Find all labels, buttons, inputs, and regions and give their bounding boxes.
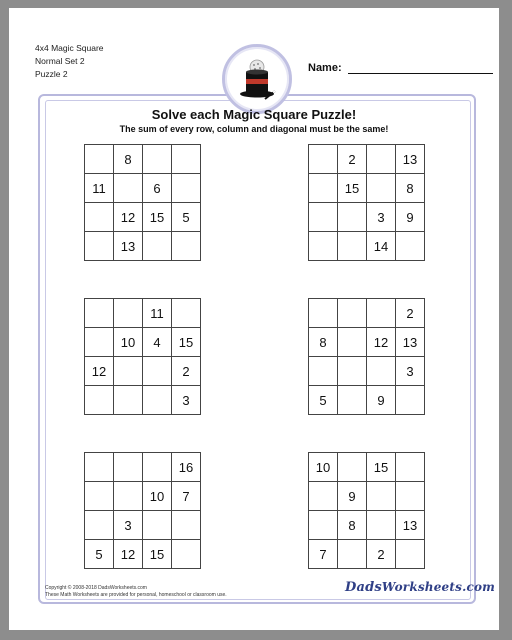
square-cell[interactable]: 8 xyxy=(114,145,143,174)
square-cell[interactable] xyxy=(85,511,114,540)
square-cell[interactable]: 4 xyxy=(143,328,172,357)
square-cell[interactable]: 11 xyxy=(143,299,172,328)
square-cell[interactable]: 5 xyxy=(309,386,338,415)
logo-dads: Dads xyxy=(345,580,382,595)
square-cell[interactable] xyxy=(85,386,114,415)
magic-square-2 xyxy=(308,144,425,261)
square-cell[interactable] xyxy=(338,540,367,569)
square-cell[interactable] xyxy=(309,203,338,232)
worksheet-set: Normal Set 2 xyxy=(35,56,85,66)
square-cell[interactable] xyxy=(114,482,143,511)
square-cell[interactable] xyxy=(396,232,425,261)
worksheet-title: 4x4 Magic Square xyxy=(35,43,104,53)
square-cell[interactable]: 10 xyxy=(309,453,338,482)
square-cell[interactable] xyxy=(85,453,114,482)
square-cell[interactable]: 8 xyxy=(338,511,367,540)
magic-square-4 xyxy=(308,298,425,415)
square-cell[interactable]: 2 xyxy=(338,145,367,174)
square-cell[interactable] xyxy=(143,386,172,415)
worksheet-page xyxy=(9,8,499,630)
square-cell[interactable] xyxy=(338,328,367,357)
square-cell[interactable]: 13 xyxy=(396,511,425,540)
square-cell[interactable] xyxy=(367,174,396,203)
square-cell[interactable] xyxy=(338,357,367,386)
square-cell[interactable]: 3 xyxy=(396,357,425,386)
square-cell[interactable] xyxy=(309,482,338,511)
name-label: Name: xyxy=(308,62,342,74)
square-cell[interactable]: 14 xyxy=(367,232,396,261)
square-cell[interactable] xyxy=(338,203,367,232)
square-cell[interactable]: 12 xyxy=(85,357,114,386)
square-cell[interactable]: 5 xyxy=(172,203,201,232)
square-cell[interactable] xyxy=(143,145,172,174)
square-cell[interactable] xyxy=(367,145,396,174)
square-cell[interactable]: 3 xyxy=(367,203,396,232)
square-cell[interactable] xyxy=(172,174,201,203)
square-cell[interactable] xyxy=(172,540,201,569)
square-cell[interactable] xyxy=(367,482,396,511)
square-cell[interactable] xyxy=(172,232,201,261)
square-cell[interactable]: 12 xyxy=(114,203,143,232)
square-cell[interactable] xyxy=(367,357,396,386)
square-cell[interactable] xyxy=(172,511,201,540)
instructions-subheading: The sum of every row, column and diagonal must be the same! xyxy=(119,124,389,134)
square-cell[interactable] xyxy=(85,299,114,328)
square-cell[interactable]: 9 xyxy=(367,386,396,415)
square-cell[interactable] xyxy=(143,453,172,482)
square-cell[interactable] xyxy=(172,145,201,174)
worksheet-meta xyxy=(35,42,104,81)
magic-square-1 xyxy=(84,144,201,261)
square-cell[interactable] xyxy=(114,386,143,415)
square-cell[interactable]: 5 xyxy=(85,540,114,569)
square-cell[interactable]: 3 xyxy=(172,386,201,415)
square-cell[interactable]: 2 xyxy=(367,540,396,569)
square-cell[interactable] xyxy=(396,540,425,569)
square-cell[interactable] xyxy=(309,174,338,203)
square-cell[interactable] xyxy=(143,511,172,540)
usage-note: These Math Worksheets are provided for personal, homeschool or classroom use. xyxy=(45,592,227,598)
square-cell[interactable]: 3 xyxy=(114,511,143,540)
square-cell[interactable]: 2 xyxy=(172,357,201,386)
name-line xyxy=(348,73,493,74)
square-cell[interactable]: 11 xyxy=(85,174,114,203)
square-cell[interactable]: 12 xyxy=(367,328,396,357)
square-cell[interactable]: 2 xyxy=(396,299,425,328)
square-cell[interactable]: 12 xyxy=(114,540,143,569)
square-cell[interactable] xyxy=(85,203,114,232)
square-cell[interactable]: 13 xyxy=(396,145,425,174)
square-cell[interactable] xyxy=(114,357,143,386)
square-cell[interactable]: 15 xyxy=(143,540,172,569)
square-cell[interactable] xyxy=(309,232,338,261)
magic-square-3 xyxy=(84,298,201,415)
square-cell[interactable] xyxy=(338,232,367,261)
square-cell[interactable]: 10 xyxy=(114,328,143,357)
square-cell[interactable]: 7 xyxy=(172,482,201,511)
square-cell[interactable] xyxy=(114,299,143,328)
square-cell[interactable]: 10 xyxy=(143,482,172,511)
copyright-text: Copyright © 2008-2018 DadsWorksheets.com xyxy=(45,585,147,591)
instructions-heading: Solve each Magic Square Puzzle! xyxy=(151,107,357,122)
logo-worksheets: Worksheets.com xyxy=(381,580,496,594)
square-cell[interactable]: 8 xyxy=(396,174,425,203)
square-cell[interactable] xyxy=(367,299,396,328)
dadsworksheets-logo xyxy=(345,580,495,595)
square-cell[interactable]: 15 xyxy=(143,203,172,232)
square-cell[interactable] xyxy=(85,328,114,357)
square-cell[interactable] xyxy=(338,453,367,482)
square-cell[interactable]: 15 xyxy=(172,328,201,357)
square-cell[interactable] xyxy=(114,174,143,203)
square-cell[interactable]: 13 xyxy=(396,328,425,357)
square-cell[interactable] xyxy=(338,386,367,415)
square-cell[interactable] xyxy=(143,357,172,386)
square-cell[interactable]: 8 xyxy=(309,328,338,357)
square-cell[interactable] xyxy=(309,145,338,174)
square-cell[interactable]: 9 xyxy=(396,203,425,232)
footer xyxy=(45,585,227,599)
square-cell[interactable] xyxy=(309,511,338,540)
square-cell[interactable] xyxy=(396,482,425,511)
square-cell[interactable] xyxy=(85,145,114,174)
square-cell[interactable] xyxy=(396,453,425,482)
square-cell[interactable] xyxy=(396,386,425,415)
magic-square-5 xyxy=(84,452,201,569)
square-cell[interactable]: 7 xyxy=(309,540,338,569)
square-cell[interactable] xyxy=(172,299,201,328)
square-cell[interactable] xyxy=(309,357,338,386)
square-cell[interactable]: 15 xyxy=(338,174,367,203)
square-cell[interactable]: 9 xyxy=(338,482,367,511)
square-cell[interactable] xyxy=(85,482,114,511)
square-cell[interactable]: 6 xyxy=(143,174,172,203)
magic-hat-badge xyxy=(222,44,292,114)
square-cell[interactable] xyxy=(338,299,367,328)
square-cell[interactable]: 16 xyxy=(172,453,201,482)
magic-hat-icon xyxy=(225,47,289,111)
square-cell[interactable] xyxy=(85,232,114,261)
worksheet-puzzle-number: Puzzle 2 xyxy=(35,69,68,79)
square-cell[interactable]: 15 xyxy=(367,453,396,482)
magic-square-6 xyxy=(308,452,425,569)
square-cell[interactable]: 13 xyxy=(114,232,143,261)
square-cell[interactable] xyxy=(143,232,172,261)
square-cell[interactable] xyxy=(367,511,396,540)
square-cell[interactable] xyxy=(309,299,338,328)
square-cell[interactable] xyxy=(114,453,143,482)
